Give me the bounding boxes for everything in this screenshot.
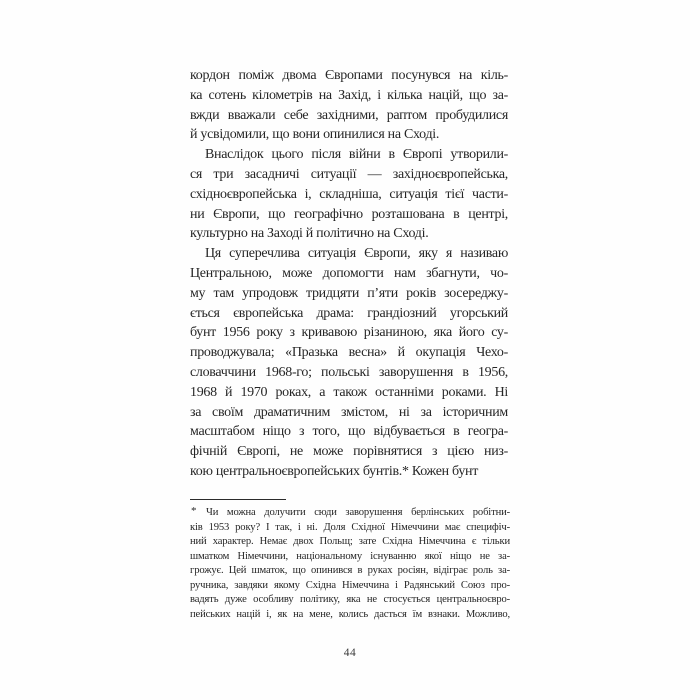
body-text-line: 1968 й 1970 роках, а також останніми роками. Ні	[190, 384, 508, 400]
footnote-line: грожує. Цей шматок, що опинився в руках росіян, відіграє роль за-	[190, 565, 510, 576]
body-text-line: бунт 1956 року з кривавою різаниною, яка його су-	[190, 325, 508, 341]
body-text-line: Ця суперечлива ситуація Європи, яку я називаю	[205, 246, 508, 262]
body-text-line: Внаслідок цього після війни в Європі утворили-	[205, 147, 508, 163]
body-text-line: східноєвропейська і, складніша, ситуація тієї части-	[190, 186, 508, 202]
footnote-line: Чи можна долучити сюди заворушення берлінських робітни-	[206, 507, 510, 518]
body-text-line: фічній Європі, не може порівнятися з цією низ-	[190, 444, 508, 460]
body-text-line: й усвідомили, що вони опинилися на Сході.	[190, 127, 440, 143]
body-text	[190, 66, 508, 482]
body-text-line: ся три засадничі ситуації — західноєвропейська,	[190, 166, 508, 182]
body-text-line: ється європейська драма: грандіозний угорський	[190, 305, 508, 321]
footnote-line: вадять дуже особливу політику, яка не стосується центральноєвро-	[190, 594, 510, 605]
body-text-line: кордон поміж двома Європами посунувся на кіль-	[190, 68, 508, 83]
body-text-line: ни Європи, що географічно розташована в центрі,	[190, 206, 508, 222]
footnote-line: ний характер. Немає двох Польщ; зате Східна Німеччина є тільки	[190, 536, 510, 547]
body-text-line: Центральною, може допомогти нам збагнути, чо-	[190, 265, 508, 281]
footnote-line: шматком Німеччини, національному існуванню якої ніщо не за-	[190, 550, 510, 562]
body-text-line: проводжувала; «Празька весна» й окупація Чехо-	[190, 345, 508, 361]
footnote-lines	[190, 506, 510, 622]
body-text-line: словаччини 1968-го; польські заворушення в 1956,	[190, 364, 508, 380]
body-text-line: кою центральноєвропейських бунтів.* Кожен бунт	[190, 463, 479, 479]
body-text-line: масштабом ніщо з того, що відбувається в геогра-	[190, 424, 508, 440]
body-text-line: за своїм драматичним змістом, ні за історичним	[190, 404, 508, 420]
footnote-line: ручника, завдяки якому Східна Німеччина і Радянський Союз про-	[190, 579, 510, 591]
page-number: 44	[343, 647, 357, 659]
body-text-line: вжди вважали себе західними, раптом пробудилися	[190, 107, 508, 123]
body-text-line: му там упродовж тридцяти п’яти років зосереджу-	[190, 285, 508, 301]
body-text-line: культурно на Заході й політично на Сході.	[190, 226, 429, 242]
footnote-divider	[190, 499, 286, 500]
footnote-line: ків 1953 року? І так, і ні. Доля Східної Німеччини має специфіч-	[190, 521, 510, 533]
footnote	[190, 506, 510, 622]
footnote-marker: *	[191, 505, 197, 517]
footnote-line: пейських націй і, як на мене, колись дасться їм взнаки. Можливо,	[190, 608, 510, 620]
body-text-line: ка сотень кілометрів на Захід, і кілька націй, що за-	[190, 87, 508, 103]
